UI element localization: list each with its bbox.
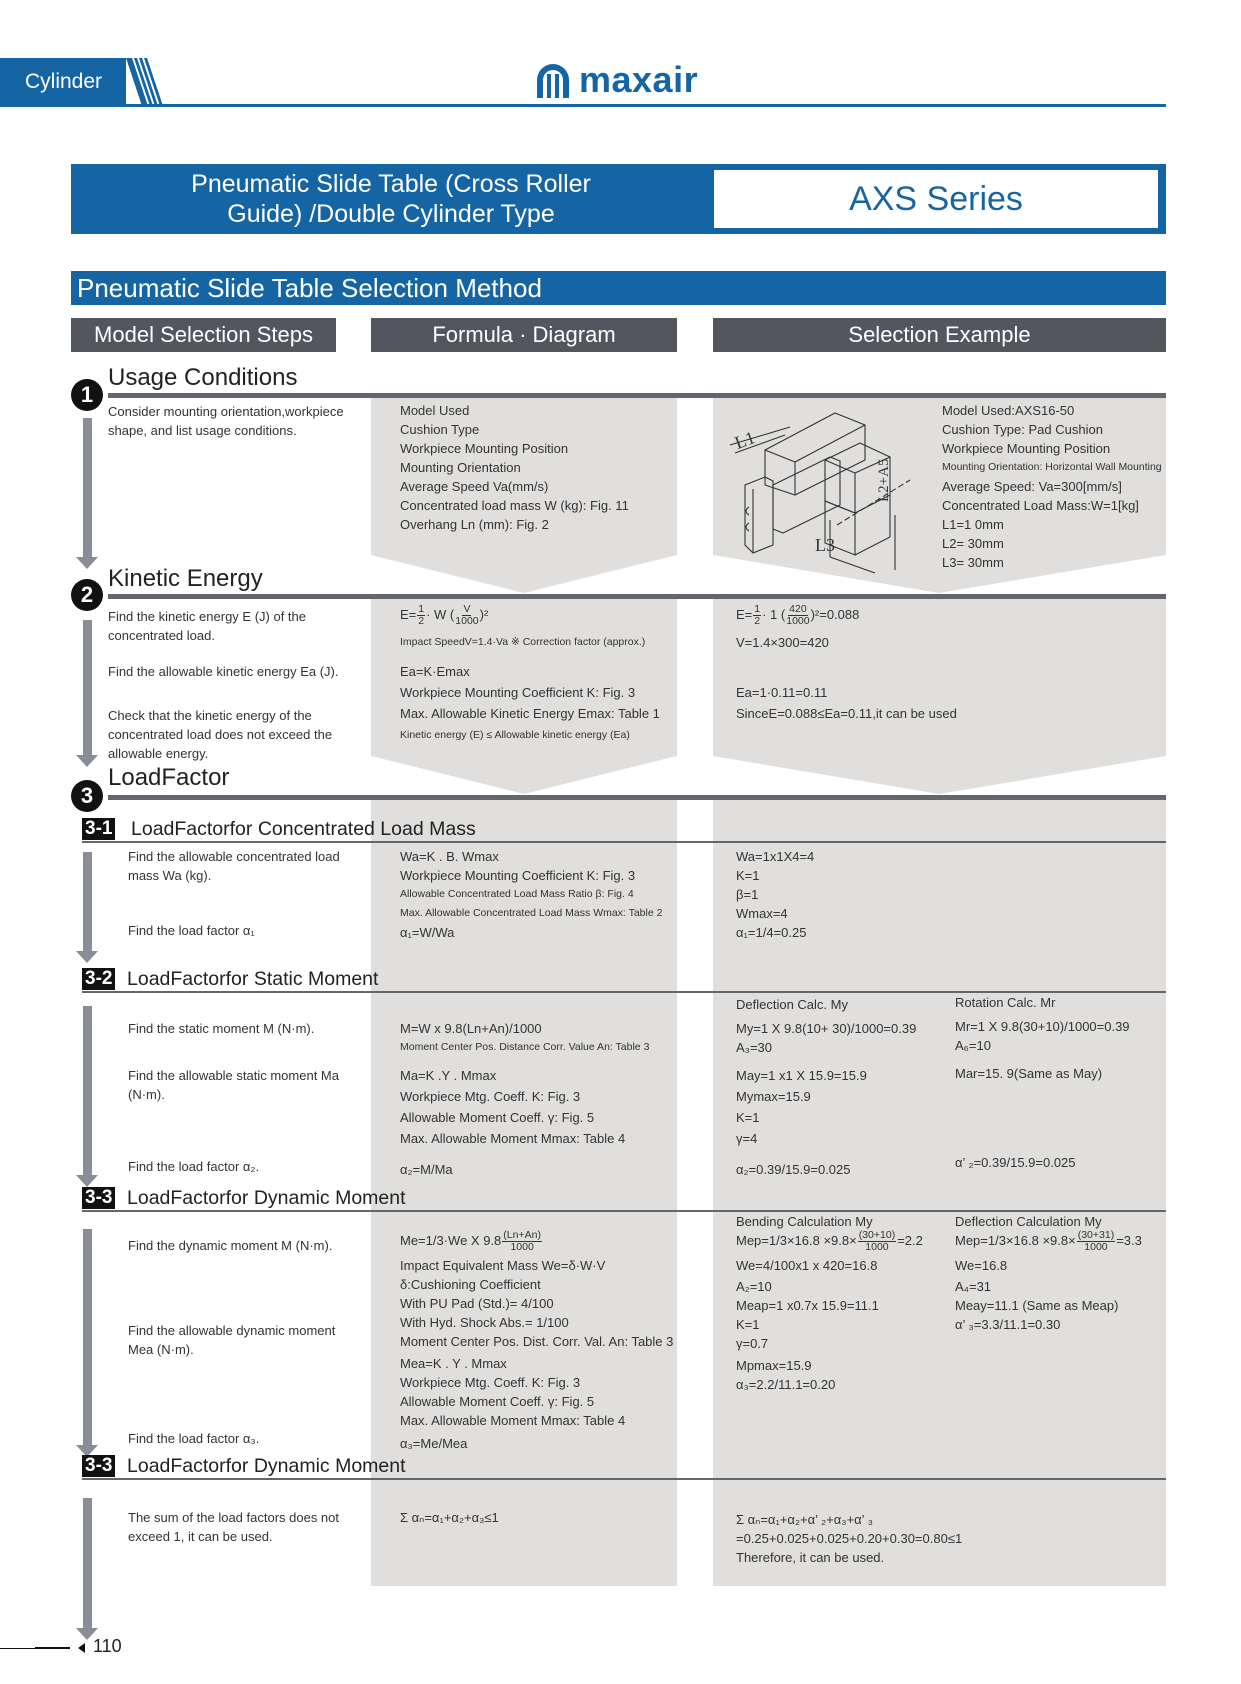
denominator: 1000 — [455, 615, 479, 627]
substep-3-2-flow-bar — [83, 1006, 92, 1176]
formula-line: Model Used — [400, 403, 470, 418]
substep-title-static-moment: LoadFactorfor Static Moment — [127, 968, 379, 990]
formula-line: Ma=K .Y . Mmax — [400, 1068, 497, 1083]
formula-part: )²=0.088 — [810, 606, 860, 622]
substep-3-2-description-2: Find the allowable static moment Ma (N·m). — [128, 1068, 339, 1102]
kinetic-energy-formula — [400, 604, 488, 627]
formula-line: Max. Allowable Moment Mmax: Table 4 — [400, 1131, 626, 1146]
category-tab: Cylinder — [0, 58, 140, 106]
step1-flow-arrow-icon — [76, 557, 98, 569]
numerator: 1 — [754, 603, 761, 615]
header-rule — [0, 104, 1166, 107]
step2-flow-arrow-icon — [76, 755, 98, 767]
maxair-logo-icon — [533, 60, 573, 100]
substep-badge-3-1: 3-1 — [82, 818, 115, 840]
substep-3-3-description-3: Find the load factor α₃. — [128, 1431, 260, 1446]
substep-3-1-flow-arrow-icon — [76, 951, 98, 963]
formula-line: α₂=M/Ma — [400, 1162, 453, 1177]
example-line: γ=4 — [736, 1131, 758, 1146]
formula-line: α₃=Me/Mea — [400, 1436, 468, 1451]
formula-line: Allowable Moment Coeff. γ: Fig. 5 — [400, 1110, 595, 1125]
substep-badge-3-3: 3-3 — [82, 1187, 115, 1209]
substep-3-1-example-list — [736, 847, 814, 942]
section-title: Pneumatic Slide Table Selection Method — [71, 271, 1166, 305]
substep-3-2-description-3: Find the load factor α₂. — [128, 1159, 260, 1174]
diagram-label-l2-a5: L2+A5 — [876, 458, 892, 502]
example-line: K=1 — [736, 1317, 760, 1332]
example-line: Mar=15. 9(Same as May) — [955, 1066, 1103, 1081]
step1-flow-bar — [83, 418, 92, 558]
formula-line: Workpiece Mtg. Coeff. K: Fig. 3 — [400, 1375, 581, 1390]
example-line: Meap=1 x0.7x 15.9=11.1 — [736, 1298, 879, 1313]
substep-3-2-formula-list — [400, 1019, 649, 1179]
step-title-usage-conditions: Usage Conditions — [108, 364, 298, 391]
denominator: 1000 — [1084, 1241, 1108, 1253]
example-line: L2= 30mm — [942, 536, 1004, 551]
formula-line: Average Speed Va(mm/s) — [400, 479, 549, 494]
example-line: α₁=1/4=0.25 — [736, 925, 807, 940]
brand-logo — [533, 58, 698, 102]
formula-line: Wa=K . B. Wmax — [400, 849, 499, 864]
substep-3-3-sum-description: The sum of the load factors does not exceed 1, it can be used. — [128, 1510, 340, 1544]
example-line: Wa=1x1X4=4 — [736, 849, 815, 864]
formula-line: Max. Allowable Moment Mmax: Table 4 — [400, 1413, 626, 1428]
numerator: (Ln+An) — [503, 1229, 541, 1241]
example-line: My=1 X 9.8(10+ 30)/1000=0.39 — [736, 1021, 917, 1036]
numerator: (30+10) — [858, 1229, 896, 1241]
formula-line: Overhang Ln (mm): Fig. 2 — [400, 517, 549, 532]
substep-3-1-rule — [82, 841, 1166, 843]
step1-rule — [108, 393, 1166, 398]
load-factor-sum-formula: Σ αₙ=α₁+α₂+α₃≤1 — [400, 1510, 499, 1525]
load-factor-sum-example — [736, 1510, 962, 1567]
page-pointer-icon — [78, 1643, 85, 1653]
numerator: V — [463, 603, 471, 615]
diagram-label-l1: L1 — [732, 427, 758, 453]
bending-calc-title: Bending Calculation My — [736, 1214, 873, 1229]
formula-part: Me=1/3·We X 9.8 — [400, 1232, 502, 1248]
formula-line: Allowable Moment Coeff. γ: Fig. 5 — [400, 1394, 595, 1409]
formula-part: E= — [736, 606, 753, 622]
formula-line: Allowable Concentrated Load Mass Ratio β: Fig. 4 — [400, 888, 634, 900]
deflection-calc-title: Deflection Calc. My — [736, 997, 848, 1012]
step2-flow-bar — [83, 620, 92, 756]
page-number: 110 — [93, 1636, 122, 1656]
step2-description-1: Find the kinetic energy E (J) of the concentrated load. — [108, 609, 306, 643]
step2-description-3: Check that the kinetic energy of the concentrated load does not exceed the allowable energy. — [108, 708, 333, 761]
step2-description-2: Find the allowable kinetic energy Ea (J). — [108, 664, 339, 679]
formula-part: Mep=1/3×16.8 ×9.8× — [955, 1232, 1076, 1248]
k-coefficient-note: Workpiece Mounting Coefficient K: Fig. 3 — [400, 685, 636, 700]
header-stripes-decoration — [126, 58, 166, 106]
substep-3-3-sum-flow-bar — [83, 1498, 92, 1630]
substep-3-1-description-2: Find the load factor α₁ — [128, 923, 255, 938]
numerator: 420 — [789, 603, 807, 615]
formula-part: =2.2 — [897, 1232, 923, 1248]
fraction — [753, 604, 761, 627]
example-line: We=4/100x1 x 420=16.8 — [736, 1258, 878, 1273]
formula-line: Max. Allowable Concentrated Load Mass Wmax: Table 2 — [400, 907, 663, 919]
step1-description: Consider mounting orientation,workpiece shape, and list usage conditions. — [108, 404, 344, 438]
diagram-label-l3: L3 — [815, 535, 835, 555]
example-line: Meay=11.1 (Same as Meap) — [955, 1298, 1119, 1313]
numerator: 1 — [418, 603, 425, 615]
formula-line: Mounting Orientation — [400, 460, 521, 475]
step-title-kinetic-energy: Kinetic Energy — [108, 565, 263, 592]
formula-line: Workpiece Mtg. Coeff. K: Fig. 3 — [400, 1089, 581, 1104]
series-name: AXS Series — [714, 170, 1158, 228]
bending-calc-mep — [736, 1230, 923, 1253]
step-number-1: 1 — [71, 379, 103, 411]
rotation-calc-title: Rotation Calc. Mr — [955, 995, 1056, 1010]
example-line: α’ ₃=3.3/11.1=0.30 — [955, 1317, 1061, 1332]
formula-part: · 1 ( — [762, 606, 786, 622]
example-line: L1=1 0mm — [942, 517, 1004, 532]
formula-line: α₁=W/Wa — [400, 925, 455, 940]
example-impact-speed: V=1.4×300=420 — [736, 635, 829, 650]
example-line: α₂=0.39/15.9=0.025 — [736, 1162, 851, 1177]
formula-part: )² — [479, 606, 489, 622]
fraction — [502, 1230, 542, 1253]
formula-line: Moment Center Pos. Dist. Corr. Val. An: Table 3 — [400, 1334, 674, 1349]
example-line: Mymax=15.9 — [736, 1089, 811, 1104]
formula-line: Impact Equivalent Mass We=δ·W·V — [400, 1258, 606, 1273]
fraction — [417, 604, 425, 627]
emax-note: Max. Allowable Kinetic Energy Emax: Table 1 — [400, 706, 660, 721]
example-line: Model Used:AXS16-50 — [942, 403, 1075, 418]
example-line: May=1 x1 X 15.9=15.9 — [736, 1068, 867, 1083]
footer-rule-bold — [35, 1647, 70, 1649]
substep-title-dynamic-moment-sum: LoadFactorfor Dynamic Moment — [127, 1455, 406, 1477]
example-line: A₄=31 — [955, 1279, 992, 1294]
denominator: 1000 — [865, 1241, 889, 1253]
column-header-steps: Model Selection Steps — [71, 318, 336, 352]
example-line: Cushion Type: Pad Cushion — [942, 422, 1103, 437]
fraction — [1077, 1230, 1115, 1253]
substep-title-dynamic-moment: LoadFactorfor Dynamic Moment — [127, 1187, 406, 1209]
example-line: Mpmax=15.9 — [736, 1358, 812, 1373]
denominator: 2 — [754, 615, 761, 627]
example-kinetic-energy — [736, 604, 859, 627]
step1-formula-list — [400, 401, 629, 534]
substep-3-3-description-1: Find the dynamic moment M (N·m). — [128, 1238, 333, 1253]
column-header-formula: Formula · Diagram — [371, 318, 677, 352]
example-line: We=16.8 — [955, 1258, 1008, 1273]
substep-3-1-description-1: Find the allowable concentrated load mass Wa (kg). — [128, 849, 340, 883]
formula-line: δ:Cushioning Coefficient — [400, 1277, 541, 1292]
deflection-calc-dynamic-list — [955, 1256, 1118, 1334]
product-title — [71, 164, 711, 234]
step1-example-list — [942, 401, 1162, 572]
example-line: Wmax=4 — [736, 906, 788, 921]
formula-line: Moment Center Pos. Distance Corr. Value An: Table 3 — [400, 1041, 650, 1053]
formula-line: Workpiece Mounting Coefficient K: Fig. 3 — [400, 868, 636, 883]
example-line: Workpiece Mounting Position — [942, 441, 1111, 456]
energy-check-note: Kinetic energy (E) ≤ Allowable kinetic energy (Ea) — [400, 729, 630, 741]
substep-badge-3-3-sum: 3-3 — [82, 1455, 115, 1477]
example-line: Σ αₙ=α₁+α₂+α’ ₂+α₃+α’ ₃ — [736, 1512, 873, 1527]
deflection-calc-list — [736, 1019, 916, 1179]
product-title-line1: Pneumatic Slide Table (Cross Roller — [191, 170, 591, 198]
example-ea: Ea=1·0.11=0.11 — [736, 685, 828, 700]
example-line: A₂=10 — [736, 1279, 772, 1294]
product-title-line2: Guide) /Double Cylinder Type — [227, 200, 555, 228]
ea-formula: Ea=K·Emax — [400, 664, 470, 679]
substep-3-3-flow-bar — [83, 1229, 92, 1446]
formula-line: Concentrated load mass W (kg): Fig. 11 — [400, 498, 629, 513]
example-energy-check: SinceE=0.088≤Ea=0.11,it can be used — [736, 706, 957, 721]
fraction — [455, 604, 478, 627]
deflection-calc-dynamic-title: Deflection Calculation My — [955, 1214, 1102, 1229]
formula-part: · W ( — [426, 606, 455, 622]
formula-line: With Hyd. Shock Abs.= 1/100 — [400, 1315, 569, 1330]
example-line: K=1 — [736, 1110, 760, 1125]
example-line: K=1 — [736, 868, 760, 883]
example-line: A₆=10 — [955, 1038, 991, 1053]
formula-part: =3.3 — [1116, 1232, 1142, 1248]
step-title-load-factor: LoadFactor — [108, 764, 230, 791]
example-line: Concentrated Load Mass:W=1[kg] — [942, 498, 1139, 513]
formula-line: Mea=K . Y . Mmax — [400, 1356, 507, 1371]
formula-part: E= — [400, 606, 417, 622]
substep-3-2-description-1: Find the static moment M (N·m). — [128, 1021, 315, 1036]
example-line: L3= 30mm — [942, 555, 1004, 570]
fraction — [858, 1230, 896, 1253]
step2-rule — [108, 594, 1166, 599]
formula-part: Mep=1/3×16.8 ×9.8× — [736, 1232, 857, 1248]
example-line: α’ ₂=0.39/15.9=0.025 — [955, 1155, 1076, 1170]
dynamic-moment-formula — [400, 1230, 543, 1253]
step-number-3: 3 — [71, 780, 103, 812]
substep-3-2-flow-arrow-icon — [76, 1175, 98, 1187]
substep-3-1-formula-list — [400, 847, 662, 942]
example-line: β=1 — [736, 887, 759, 902]
deflection-calc-mep — [955, 1230, 1142, 1253]
formula-line: With PU Pad (Std.)= 4/100 — [400, 1296, 554, 1311]
formula-line: Workpiece Mounting Position — [400, 441, 569, 456]
substep-3-3-sum-rule — [82, 1478, 1166, 1480]
brand-name: maxair — [579, 59, 699, 100]
example-line: Therefore, it can be used. — [736, 1550, 885, 1565]
substep-badge-3-2: 3-2 — [82, 968, 115, 990]
rotation-calc-list — [955, 1017, 1130, 1172]
substep-3-1-flow-bar — [83, 852, 92, 952]
formula-line: M=W x 9.8(Ln+An)/1000 — [400, 1021, 542, 1036]
denominator: 2 — [418, 615, 425, 627]
step-number-2: 2 — [71, 579, 103, 611]
step3-rule — [108, 795, 1166, 800]
numerator: (30+31) — [1077, 1229, 1115, 1241]
example-line: Mr=1 X 9.8(30+10)/1000=0.39 — [955, 1019, 1130, 1034]
example-line: =0.25+0.025+0.025+0.20+0.30=0.80≤1 — [736, 1531, 963, 1546]
denominator: 1000 — [510, 1241, 534, 1253]
example-line: γ=0.7 — [736, 1336, 769, 1351]
column-header-example: Selection Example — [713, 318, 1166, 352]
fraction — [786, 604, 809, 627]
example-line: Average Speed: Va=300[mm/s] — [942, 479, 1122, 494]
example-line: A₃=30 — [736, 1040, 773, 1055]
bending-calc-list — [736, 1256, 879, 1394]
denominator: 1000 — [786, 615, 810, 627]
substep-3-3-description-2: Find the allowable dynamic moment Mea (N·m). — [128, 1323, 336, 1357]
substep-3-3-formula-list — [400, 1256, 673, 1453]
substep-title-concentrated-load: LoadFactorfor Concentrated Load Mass — [131, 818, 476, 840]
formula-line: Cushion Type — [400, 422, 480, 437]
example-line: Mounting Orientation: Horizontal Wall Mounting — [942, 461, 1162, 473]
example-line: α₃=2.2/11.1=0.20 — [736, 1377, 836, 1392]
impact-speed-note: Impact SpeedV=1.4·Va ※ Correction factor (approx.) — [400, 636, 646, 648]
